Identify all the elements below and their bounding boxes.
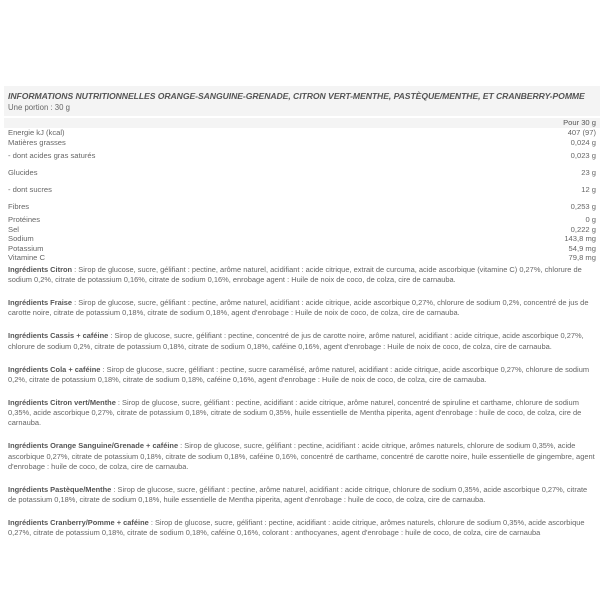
nutrient-value: 143,8 mg bbox=[564, 234, 596, 243]
ingredients-section bbox=[8, 265, 596, 551]
nutrition-table bbox=[4, 118, 600, 263]
ingredient-title: Ingrédients Citron vert/Menthe bbox=[8, 397, 116, 407]
nutrient-value: 0,222 g bbox=[570, 224, 596, 234]
ingredient-text: : Sirop de glucose, sucre, gélifiant : pectine, acidifiant : acide citrique, arômes naturels, chlorure de sodium 0,35%, acide ascorbique 0,27%, citrate de potassium 0,18%, citrate de sodium 0,18%, caféine 0,16%, concentré de carthame, concentré de carotte noire, huile essentielle de gingembre, agent d'enrobage : huile de coco, de colza, cire de carnauba. bbox=[8, 441, 595, 471]
nutrient-label: Potassium bbox=[8, 243, 44, 253]
nutrient-label: Protéines bbox=[8, 215, 41, 224]
ingredient-text: : Sirop de glucose, sucre, gélifiant : pectine, concentré de jus de carotte noire, arôme naturel, acidifiant : acide citrique, acide ascorbique 0,27%, chlorure de sodium 0,2%, citrate de potassium 0,18%, citrate de sodium 0,18%, caféine 0,16%, agent d'enrobage : Huile de noix de coco, de colza, cire de carnauba. bbox=[8, 331, 584, 351]
ingredient-text: : Sirop de glucose, sucre, gélifiant : pectine, arôme naturel, acidifiant : acide citrique, chlorure de sodium 0,35%, acide ascorbique 0,27%, citrate de potassium 0,18%, citrate de sodium 0,18%, huile essentielle de Mentha piperita, agent d'enrobage : huile de coco, de colza, cire de carnauba. bbox=[8, 484, 588, 505]
ingredient-paragraph bbox=[8, 298, 596, 319]
table-row bbox=[4, 215, 600, 225]
table-column-header: Pour 30 g bbox=[563, 118, 596, 127]
nutrient-label: Glucides bbox=[8, 168, 38, 177]
portion-size: Une portion : 30 g bbox=[8, 103, 70, 112]
table-row bbox=[4, 147, 600, 164]
table-row bbox=[4, 181, 600, 198]
table-row bbox=[4, 128, 600, 138]
ingredient-text: : Sirop de glucose, sucre, gélifiant : pectine, sucre caramélisé, arôme naturel, acidifiant : acide citrique, acide ascorbique 0,27%, chlorure de sodium 0,2%, citrate de potassium 0,18%, citrate de sodium 0,18%, caféine 0,16%, agent d'enrobage : Huile de noix de coco, de colza, cire de carnauba. bbox=[8, 364, 590, 384]
ingredient-paragraph bbox=[8, 398, 596, 429]
nutrient-value: 407 (97) bbox=[567, 128, 596, 137]
ingredient-title: Ingrédients Cranberry/Pomme + caféine bbox=[8, 517, 149, 527]
table-header-row bbox=[4, 118, 600, 128]
table-row bbox=[4, 244, 600, 254]
ingredient-paragraph bbox=[8, 265, 596, 286]
nutrient-value: 0 g bbox=[585, 215, 596, 224]
nutrient-value: 23 g bbox=[581, 168, 596, 177]
nutrient-value: 0,024 g bbox=[570, 137, 596, 147]
nutrient-label: Vitamine C bbox=[8, 253, 46, 262]
table-row bbox=[4, 234, 600, 244]
nutrient-label: Energie kJ (kcal) bbox=[8, 128, 65, 137]
ingredient-paragraph bbox=[8, 485, 596, 506]
nutrient-label: Matières grasses bbox=[8, 137, 66, 147]
table-row bbox=[4, 225, 600, 235]
nutrient-label: Fibres bbox=[8, 202, 30, 211]
table-row bbox=[4, 164, 600, 181]
ingredient-text: : Sirop de glucose, sucre, gélifiant : pectine, arôme naturel, acidifiant : acide citrique, acide ascorbique 0,27%, chlorure de sodium 0,2%, concentré de jus de carotte noire, citrate de potassium 0,18%, citrate de sodium 0,18%, agent d'enrobage : Huile de noix de coco, de colza, cire de carnauba. bbox=[8, 298, 589, 318]
ingredient-title: Ingrédients Citron bbox=[8, 265, 73, 274]
ingredient-paragraph bbox=[8, 365, 596, 386]
table-row bbox=[4, 253, 600, 263]
ingredient-text: : Sirop de glucose, sucre, gélifiant : pectine, acidifiant : acide citrique, arôme naturel, concentré de spiruline et carthame, chlorure de sodium 0,35%, acide ascorbique 0,27%, citrate de potassium 0,18%, citrate de sodium 0,35%, huile essentielle de Mentha piperita, agent d'enrobage : huile de coco, de colza, cire de carnauba. bbox=[8, 397, 582, 428]
table-row bbox=[4, 138, 600, 148]
nutrient-value: 0,253 g bbox=[570, 202, 596, 211]
table-row bbox=[4, 198, 600, 215]
nutrient-label: - dont sucres bbox=[8, 185, 52, 194]
ingredient-title: Ingrédients Pastèque/Menthe bbox=[8, 484, 112, 494]
ingredient-text: : Sirop de glucose, sucre, gélifiant : pectine, acidifiant : acide citrique, arômes naturels, chlorure de sodium 0,35%, acide ascorbique 0,27%, citrate de potassium 0,18%, citrate de sodium 0,18%, caféine 0,16%, colorant : anthocyanes, agent d'enrobage : huile de coco, de colza, cire de carnauba bbox=[8, 517, 585, 538]
ingredient-paragraph bbox=[8, 331, 596, 352]
ingredient-title: Ingrédients Cola + caféine bbox=[8, 364, 101, 374]
ingredient-paragraph bbox=[8, 441, 596, 472]
nutrition-title: INFORMATIONS NUTRITIONNELLES ORANGE-SANGUINE-GRENADE, CITRON VERT-MENTHE, PASTÈQUE/MENTHE, ET CRANBERRY-POMME bbox=[8, 91, 585, 101]
nutrient-label: - dont acides gras saturés bbox=[8, 151, 96, 160]
nutrient-value: 79,8 mg bbox=[568, 253, 596, 262]
ingredient-title: Ingrédients Orange Sanguine/Grenade + caféine bbox=[8, 441, 179, 451]
ingredient-title: Ingrédients Cassis + caféine bbox=[8, 331, 109, 341]
ingredient-paragraph bbox=[8, 518, 596, 539]
ingredient-title: Ingrédients Fraise bbox=[8, 298, 73, 308]
nutrient-value: 0,023 g bbox=[570, 151, 596, 160]
nutrient-value: 12 g bbox=[581, 185, 596, 194]
nutrient-label: Sel bbox=[8, 224, 19, 234]
nutrient-label: Sodium bbox=[8, 234, 34, 243]
ingredient-text: : Sirop de glucose, sucre, gélifiant : pectine, arôme naturel, acidifiant : acide citrique, extrait de curcuma, acide ascorbique (vitamine C) 0,27%, chlorure de sodium 0,2%, citrate de potassium 0,16%, citrate de sodium 0,16%, enrobage agent : Huile de noix de coco, de colza, cire de carnauba. bbox=[8, 265, 582, 285]
nutrient-value: 54,9 mg bbox=[568, 243, 596, 253]
